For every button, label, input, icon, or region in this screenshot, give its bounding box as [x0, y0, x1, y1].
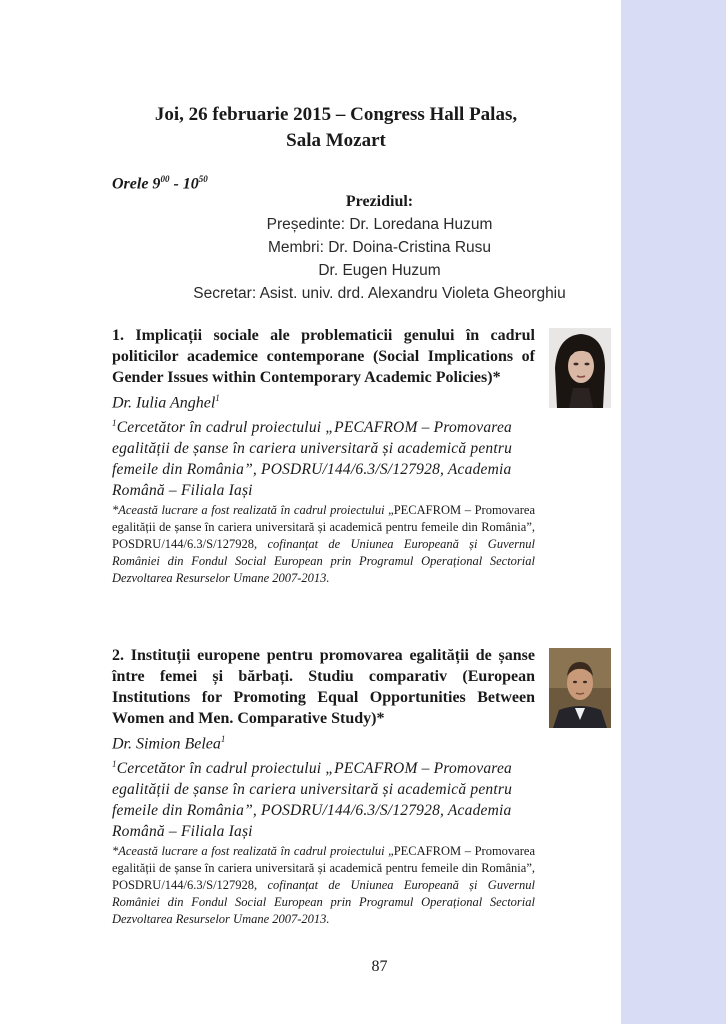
title-line-1: Joi, 26 februarie 2015 – Congress Hall Palas,: [154, 104, 518, 125]
paper-2-note-c: cofinanțat de Uniunea Europeană și Guvernul României din Fondul Social European prin Programul Operațional Sectorial Dezvoltarea Resurselor Umane 2007-2013.: [112, 878, 536, 927]
hours-start-sup: 00: [160, 174, 170, 184]
paper-1-note-b: „PECAFROM – Promovarea egalității de șanse în cariera universitară și academică pentru femeile din România”, POSDRU/144/6.3/S/127928,: [112, 503, 535, 552]
paper-1-author: [112, 388, 535, 413]
presidium: [112, 190, 647, 305]
paper-2-note: [112, 843, 535, 928]
paper-2-affiliation: [112, 754, 535, 842]
paper-2-title: 2. Instituții europene pentru promovarea egalității de șanse între femei și bărbați. Studiu comparativ (European Institutions for Promoting Equal Opportunities Between Women and Men. Comparative Study)*: [112, 647, 535, 727]
side-band: [621, 0, 726, 1024]
paper-1: [112, 325, 535, 587]
paper-2-affil-text: Cercetător în cadrul proiectului „PECAFROM – Promovarea egalității de șanse în cariera universitară și academică pentru femeile din România”, POSDRU/144/6.3/S/127928, Academia Română – Filiala Iași: [112, 760, 513, 841]
presidium-president: Președinte: Dr. Loredana Huzum: [266, 216, 493, 233]
author-photo-1: [549, 328, 611, 408]
title-line-2: Sala Mozart: [286, 130, 386, 151]
paper-1-note-a: *Această lucrare a fost realizată în cadrul proiectului: [112, 503, 389, 518]
page-title: [112, 102, 560, 154]
paper-1-affil-text: Cercetător în cadrul proiectului „PECAFROM – Promovarea egalității de șanse în cariera universitară și academică pentru femeile din România”, POSDRU/144/6.3/S/127928, Academia Română – Filiala Iași: [112, 419, 513, 500]
paper-2-author: [112, 729, 535, 754]
paper-2: [112, 645, 535, 928]
paper-2-affil-sup: 1: [112, 759, 117, 770]
paper-2-author-sup: 1: [220, 734, 226, 744]
presidium-heading: Prezidiul:: [345, 193, 414, 210]
paper-1-author-name: Dr. Iulia Anghel: [112, 394, 216, 412]
paper-1-title: 1. Implicații sociale ale problematicii genului în cadrul politicilor academice contemporane (Social Implications of Gender Issues within Contemporary Academic Policies)*: [112, 327, 535, 386]
hours-sep: - 10: [169, 175, 199, 193]
paper-2-author-name: Dr. Simion Belea: [112, 735, 221, 753]
hours-prefix: Orele 9: [112, 175, 161, 193]
presidium-members-2: Dr. Eugen Huzum: [318, 262, 441, 279]
paper-2-note-b: „PECAFROM – Promovarea egalității de șanse în cariera universitară și academică pentru femeile din România”, POSDRU/144/6.3/S/127928,: [112, 844, 535, 893]
paper-1-affil-sup: 1: [112, 418, 117, 429]
presidium-secretary: Secretar: Asist. univ. drd. Alexandru Violeta Gheorghiu: [193, 285, 566, 302]
paper-1-affiliation: [112, 413, 535, 501]
paper-1-note-c: cofinanțat de Uniunea Europeană și Guvernul României din Fondul Social European prin Programul Operațional Sectorial Dezvoltarea Resurselor Umane 2007-2013.: [112, 537, 536, 586]
author-photo-2: [549, 648, 611, 728]
paper-1-note: [112, 502, 535, 587]
presidium-members-1: Membri: Dr. Doina-Cristina Rusu: [267, 239, 492, 256]
hours-end-sup: 50: [198, 174, 208, 184]
paper-1-author-sup: 1: [215, 393, 220, 403]
paper-2-note-a: *Această lucrare a fost realizată în cadrul proiectului: [112, 844, 389, 859]
page-number: 87: [371, 958, 388, 975]
